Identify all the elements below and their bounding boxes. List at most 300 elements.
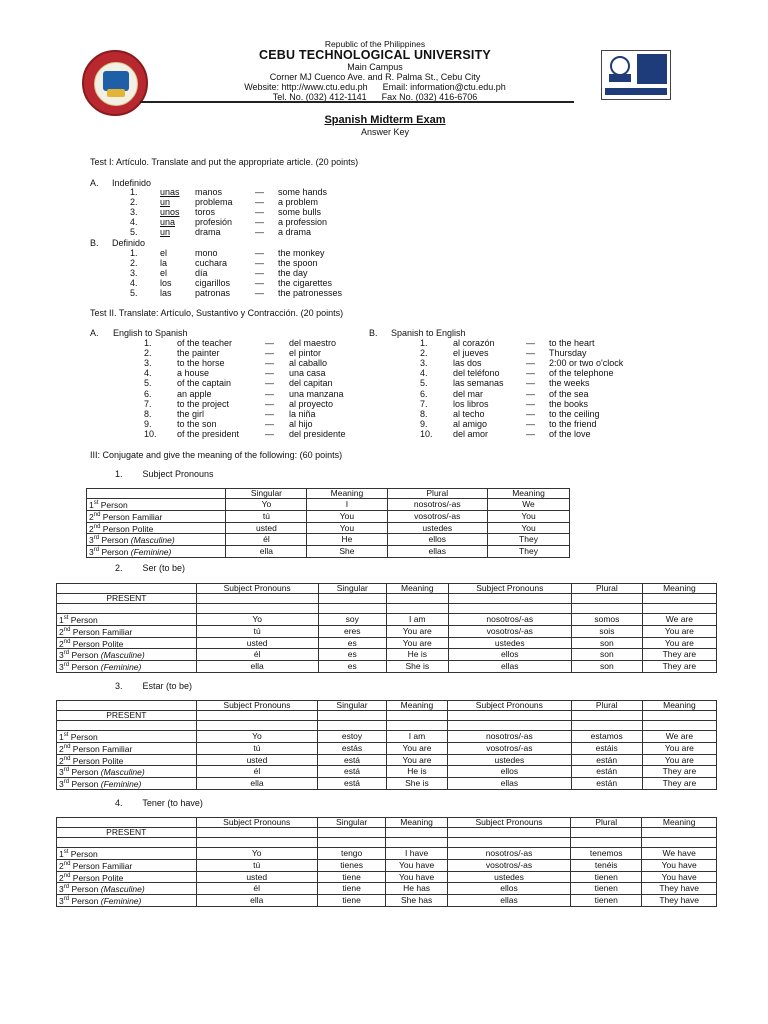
item-number: 4. <box>130 217 138 227</box>
empty-cell <box>571 711 642 721</box>
table-row <box>57 848 717 860</box>
dash: — <box>265 398 274 409</box>
spacer-row <box>57 604 717 614</box>
translation: al caballo <box>289 358 328 369</box>
translation: al proyecto <box>289 398 334 409</box>
table-row <box>87 534 570 546</box>
address-line: Corner MJ Cuenco Ave. and R. Palma St., Cebu City <box>269 72 481 82</box>
column-header: Meaning <box>386 818 448 828</box>
dash: — <box>526 418 535 429</box>
table-cell: You <box>488 522 570 534</box>
person-number: 1 <box>59 731 64 742</box>
article-answer: la <box>160 258 168 268</box>
item-number: 9. <box>144 418 152 429</box>
empty-cell <box>386 828 448 838</box>
table-cell: You are <box>642 742 716 754</box>
english-meaning: the cigarettes <box>278 278 333 288</box>
person-label: Person <box>69 662 101 673</box>
table-cell: You are <box>386 754 447 766</box>
article-answer: el <box>160 248 168 258</box>
person-label: Person Polite <box>70 638 124 649</box>
present-row <box>57 711 717 721</box>
empty-cell <box>196 828 317 838</box>
table-cell: I <box>307 499 387 511</box>
table-cell: You are <box>642 625 716 637</box>
test1-partB-label: B. <box>90 238 99 248</box>
table-cell: tiene <box>317 883 385 895</box>
university-name: CEBU TECHNOLOGICAL UNIVERSITY <box>259 48 491 62</box>
person-cell <box>57 778 197 790</box>
table-cell: tú <box>226 510 307 522</box>
present-label: PRESENT <box>57 711 197 721</box>
university-seal-logo <box>82 50 148 116</box>
item-number: 10. <box>420 428 433 439</box>
table-cell: They are <box>642 661 716 673</box>
empty-cell <box>387 594 448 604</box>
table-row <box>87 510 570 522</box>
table-cell: ustedes <box>387 522 487 534</box>
person-label: Person <box>68 614 98 625</box>
table-cell: está <box>318 754 386 766</box>
empty-cell <box>57 721 197 731</box>
dash: — <box>265 428 274 439</box>
test2-partB-label: B. <box>369 328 378 338</box>
empty-cell <box>196 711 318 721</box>
table-cell: We are <box>642 731 716 743</box>
ser-conjugation-table <box>56 583 717 673</box>
table-cell: ella <box>226 546 307 558</box>
empty-cell <box>447 838 570 848</box>
person-label: Person <box>68 848 98 859</box>
dash: — <box>526 408 535 419</box>
table-cell: They <box>488 534 570 546</box>
person-gender: (Masculine) <box>130 535 175 546</box>
table-cell: They have <box>642 895 717 907</box>
column-header: Subject Pronouns <box>447 818 570 828</box>
person-ordinal: rd <box>63 896 70 903</box>
table-cell: Yo <box>196 731 318 743</box>
source-phrase: el jueves <box>453 348 489 359</box>
source-phrase: al techo <box>453 408 485 419</box>
item-number: 6. <box>144 388 152 399</box>
column-header: Singular <box>318 584 387 594</box>
table-cell: es <box>318 661 387 673</box>
column-header: Meaning <box>307 489 387 499</box>
empty-cell <box>642 711 716 721</box>
english-meaning: the day <box>278 268 308 278</box>
item-number: 2. <box>144 348 152 359</box>
table-cell: son <box>572 661 643 673</box>
table-cell: He is <box>387 649 448 661</box>
spanish-noun: problema <box>195 197 233 207</box>
item-number: 1. <box>130 187 138 197</box>
table-row <box>57 661 717 673</box>
person-cell <box>57 731 197 743</box>
person-cell <box>57 614 197 626</box>
article-answer: un <box>160 227 171 237</box>
person-ordinal: rd <box>93 535 100 542</box>
empty-cell <box>386 838 448 848</box>
person-label: Person <box>69 779 101 790</box>
table-cell: ellos <box>447 883 570 895</box>
table-cell: ustedes <box>447 871 570 883</box>
item-number: 2. <box>420 348 428 359</box>
table-header-row <box>57 701 717 711</box>
person-cell <box>57 661 197 673</box>
ser-label: 2. Ser (to be) <box>115 563 186 573</box>
person-number: 1 <box>59 848 64 859</box>
dash: — <box>255 278 264 288</box>
test1-partA-title: Indefinido <box>112 178 152 188</box>
dash: — <box>265 408 274 419</box>
test2-heading: Test II. Translate: Artículo, Sustantivo y Contracción. (20 points) <box>90 308 344 318</box>
table-cell: nosotros/-as <box>447 848 570 860</box>
dash: — <box>255 288 264 298</box>
person-number: 3 <box>89 547 94 558</box>
item-number: 7. <box>420 398 428 409</box>
person-number: 3 <box>59 662 64 673</box>
empty-cell <box>57 604 197 614</box>
table-cell: tenemos <box>571 848 642 860</box>
source-phrase: del mar <box>453 388 484 399</box>
table-cell: usted <box>196 637 318 649</box>
column-header: Plural <box>387 489 487 499</box>
present-row <box>57 828 717 838</box>
person-number: 2 <box>59 860 64 871</box>
item-number: 2. <box>130 197 138 207</box>
english-meaning: the monkey <box>278 248 325 258</box>
column-header: Subject Pronouns <box>196 818 317 828</box>
empty-cell <box>642 594 716 604</box>
table-cell: ustedes <box>448 637 572 649</box>
column-header: Meaning <box>488 489 570 499</box>
person-ordinal: nd <box>63 638 71 645</box>
person-number: 1 <box>89 499 94 510</box>
dash: — <box>255 187 264 197</box>
source-phrase: an apple <box>177 388 212 399</box>
person-gender: (Feminine) <box>100 896 142 907</box>
table-cell: They are <box>642 778 716 790</box>
table-cell: es <box>318 649 387 661</box>
table-cell: tienes <box>317 859 385 871</box>
test1-partA-label: A. <box>90 178 99 188</box>
table-cell: ella <box>196 778 318 790</box>
table-row <box>57 883 717 895</box>
table-cell: He <box>307 534 387 546</box>
spacer-row <box>57 838 717 848</box>
table-cell: vosotros/-as <box>447 859 570 871</box>
present-row <box>57 594 717 604</box>
certification-logo <box>601 50 671 100</box>
table-cell: nosotros/-as <box>448 614 572 626</box>
table-cell: I have <box>386 848 448 860</box>
table-cell: You have <box>386 859 448 871</box>
table-row <box>57 859 717 871</box>
empty-cell <box>642 721 716 731</box>
person-gender: (Feminine) <box>100 662 142 673</box>
person-number: 2 <box>59 872 64 883</box>
column-header: Plural <box>571 701 642 711</box>
person-cell <box>57 848 197 860</box>
empty-cell <box>317 838 385 848</box>
empty-cell <box>642 838 717 848</box>
dash: — <box>526 388 535 399</box>
exam-title: Spanish Midterm Exam <box>324 114 446 126</box>
english-meaning: a profession <box>278 217 328 227</box>
article-answer: los <box>160 278 172 288</box>
table-cell: está <box>318 766 386 778</box>
person-label: Person <box>98 499 128 510</box>
table-cell: ellas <box>387 546 487 558</box>
campus-line: Main Campus <box>347 62 403 72</box>
dash: — <box>255 217 264 227</box>
person-number: 3 <box>59 779 64 790</box>
person-number: 2 <box>59 626 64 637</box>
dash: — <box>255 248 264 258</box>
table-cell: We are <box>642 614 716 626</box>
dash: — <box>265 348 274 359</box>
table-cell: ustedes <box>448 754 571 766</box>
item-number: 1. <box>420 338 428 348</box>
person-gender: (Masculine) <box>100 884 145 895</box>
person-number: 2 <box>89 523 94 534</box>
dash: — <box>265 388 274 399</box>
translation: una manzana <box>289 388 344 399</box>
empty-cell <box>572 604 643 614</box>
table-cell: están <box>571 754 642 766</box>
spanish-noun: día <box>195 268 208 278</box>
table-cell: son <box>572 649 643 661</box>
empty-cell <box>318 721 386 731</box>
dash: — <box>265 358 274 369</box>
estar-conjugation-table <box>56 700 717 790</box>
aja-logo-icon <box>605 54 635 84</box>
table-cell: I am <box>386 731 447 743</box>
table-cell: You are <box>386 742 447 754</box>
empty-cell <box>387 604 448 614</box>
person-gender: (Masculine) <box>100 650 145 661</box>
table-cell: nosotros/-as <box>387 499 487 511</box>
dash: — <box>526 368 535 379</box>
source-phrase: of the president <box>177 428 240 439</box>
table-row <box>57 742 717 754</box>
table-row <box>57 895 717 907</box>
source-phrase: of the captain <box>177 378 232 389</box>
table-row <box>57 625 717 637</box>
translation: la niña <box>289 408 316 419</box>
test1-partB-title: Definido <box>112 238 146 248</box>
dash: — <box>255 258 264 268</box>
dash: — <box>526 428 535 439</box>
article-answer: un <box>160 197 171 207</box>
table-cell: él <box>196 649 318 661</box>
table-cell: están <box>571 778 642 790</box>
person-cell <box>57 895 197 907</box>
person-ordinal: nd <box>63 755 71 762</box>
table-cell: sois <box>572 625 643 637</box>
empty-cell <box>318 711 386 721</box>
person-label: Person Familiar <box>70 743 133 754</box>
table-cell: You have <box>642 859 717 871</box>
table-cell: Yo <box>226 499 307 511</box>
table-cell: We have <box>642 848 717 860</box>
person-ordinal: nd <box>63 872 71 879</box>
person-ordinal: st <box>93 500 99 506</box>
dash: — <box>255 268 264 278</box>
table-cell: They <box>488 546 570 558</box>
translation: Thursday <box>549 348 587 359</box>
person-cell <box>57 766 197 778</box>
column-header: Singular <box>318 701 386 711</box>
table-cell: vosotros/-as <box>448 625 572 637</box>
spanish-noun: profesión <box>195 217 233 227</box>
column-header: Meaning <box>642 584 716 594</box>
column-header <box>57 818 197 828</box>
empty-cell <box>447 828 570 838</box>
dash: — <box>526 338 535 348</box>
table-cell: She <box>307 546 387 558</box>
website-email-line: Website: http://www.ctu.edu.ph Email: information@ctu.edu.ph <box>244 82 506 92</box>
column-header: Meaning <box>386 701 447 711</box>
person-label: Person <box>69 884 101 895</box>
item-number: 3. <box>130 268 138 278</box>
spanish-noun: drama <box>195 227 221 237</box>
dash: — <box>255 207 264 217</box>
table-row <box>87 546 570 558</box>
english-meaning: a problem <box>278 197 319 207</box>
exam-subtitle: Answer Key <box>360 127 410 137</box>
empty-cell <box>318 594 387 604</box>
dash: — <box>265 368 274 379</box>
header-divider <box>140 101 574 103</box>
table-cell: ellos <box>387 534 487 546</box>
table-cell: ella <box>196 895 317 907</box>
republic-line: Republic of the Philippines <box>324 39 426 49</box>
table-cell: estoy <box>318 731 386 743</box>
table-cell: tú <box>196 625 318 637</box>
source-phrase: to the son <box>177 418 217 429</box>
item-number: 7. <box>144 398 152 409</box>
source-phrase: las dos <box>453 358 482 369</box>
table-cell: tienen <box>571 895 642 907</box>
table-cell: You are <box>642 637 716 649</box>
spacer-row <box>57 721 717 731</box>
table-cell: ella <box>196 661 318 673</box>
table-cell: She is <box>387 661 448 673</box>
source-phrase: al corazón <box>453 338 495 348</box>
tener-label: 4. Tener (to have) <box>115 798 203 808</box>
person-cell <box>87 522 226 534</box>
translation: 2:00 or two o'clock <box>549 358 624 369</box>
person-ordinal: nd <box>63 626 71 633</box>
person-label: Person <box>69 650 101 661</box>
translation: del capitan <box>289 378 333 389</box>
present-label: PRESENT <box>57 828 197 838</box>
table-row <box>57 637 717 649</box>
table-cell: ellas <box>447 895 570 907</box>
person-cell <box>87 499 226 511</box>
table-cell: He has <box>386 883 448 895</box>
person-number: 2 <box>59 638 64 649</box>
table-cell: tienen <box>571 883 642 895</box>
item-number: 3. <box>144 358 152 369</box>
person-label: Person Familiar <box>100 511 163 522</box>
person-label: Person Polite <box>70 755 124 766</box>
person-number: 3 <box>59 896 64 907</box>
person-label: Person Familiar <box>70 626 133 637</box>
table-header-row <box>57 818 717 828</box>
subject-pronouns-table <box>86 488 570 558</box>
table-cell: somos <box>572 614 643 626</box>
source-phrase: of the teacher <box>177 338 233 348</box>
table-cell: soy <box>318 614 387 626</box>
article-answer: el <box>160 268 168 278</box>
person-label: Person Polite <box>100 523 154 534</box>
column-header: Subject Pronouns <box>448 584 572 594</box>
person-ordinal: nd <box>93 523 101 530</box>
person-cell <box>57 883 197 895</box>
person-cell <box>57 649 197 661</box>
table-cell: You have <box>642 871 717 883</box>
person-ordinal: st <box>63 732 69 738</box>
table-cell: They are <box>642 766 716 778</box>
item-number: 3. <box>420 358 428 369</box>
person-cell <box>87 546 226 558</box>
column-header: Subject Pronouns <box>448 701 571 711</box>
column-header: Subject Pronouns <box>196 701 318 711</box>
column-header: Meaning <box>387 584 448 594</box>
table-row <box>87 499 570 511</box>
person-label: Person <box>99 535 131 546</box>
table-cell: I am <box>387 614 448 626</box>
person-number: 3 <box>59 767 64 778</box>
present-label: PRESENT <box>57 594 197 604</box>
item-number: 5. <box>144 378 152 389</box>
translation: the books <box>549 398 589 409</box>
person-ordinal: rd <box>63 884 70 891</box>
spanish-noun: toros <box>195 207 216 217</box>
empty-cell <box>571 838 642 848</box>
item-number: 5. <box>130 227 138 237</box>
spanish-noun: cigarillos <box>195 278 231 288</box>
estar-label: 3. Estar (to be) <box>115 681 193 691</box>
item-number: 6. <box>420 388 428 399</box>
table-cell: él <box>196 883 317 895</box>
table-cell: estáis <box>571 742 642 754</box>
source-phrase: to the project <box>177 398 230 409</box>
translation: el pintor <box>289 348 322 359</box>
empty-cell <box>196 604 318 614</box>
empty-cell <box>318 604 387 614</box>
table-row <box>87 522 570 534</box>
item-number: 1. <box>144 338 152 348</box>
empty-cell <box>448 721 571 731</box>
translation: al hijo <box>289 418 313 429</box>
empty-cell <box>572 594 643 604</box>
table-cell: You are <box>387 625 448 637</box>
table-row <box>57 871 717 883</box>
phone-fax-line: Tel. No. (032) 412-1141 Fax No. (032) 416-6706 <box>272 92 478 102</box>
table-cell: You are <box>642 754 716 766</box>
empty-cell <box>571 828 642 838</box>
person-label: Person Polite <box>70 872 124 883</box>
table-cell: él <box>226 534 307 546</box>
column-header: Meaning <box>642 701 716 711</box>
item-number: 8. <box>144 408 152 419</box>
translation: of the telephone <box>549 368 614 379</box>
source-phrase: las semanas <box>453 378 504 389</box>
empty-cell <box>196 594 318 604</box>
